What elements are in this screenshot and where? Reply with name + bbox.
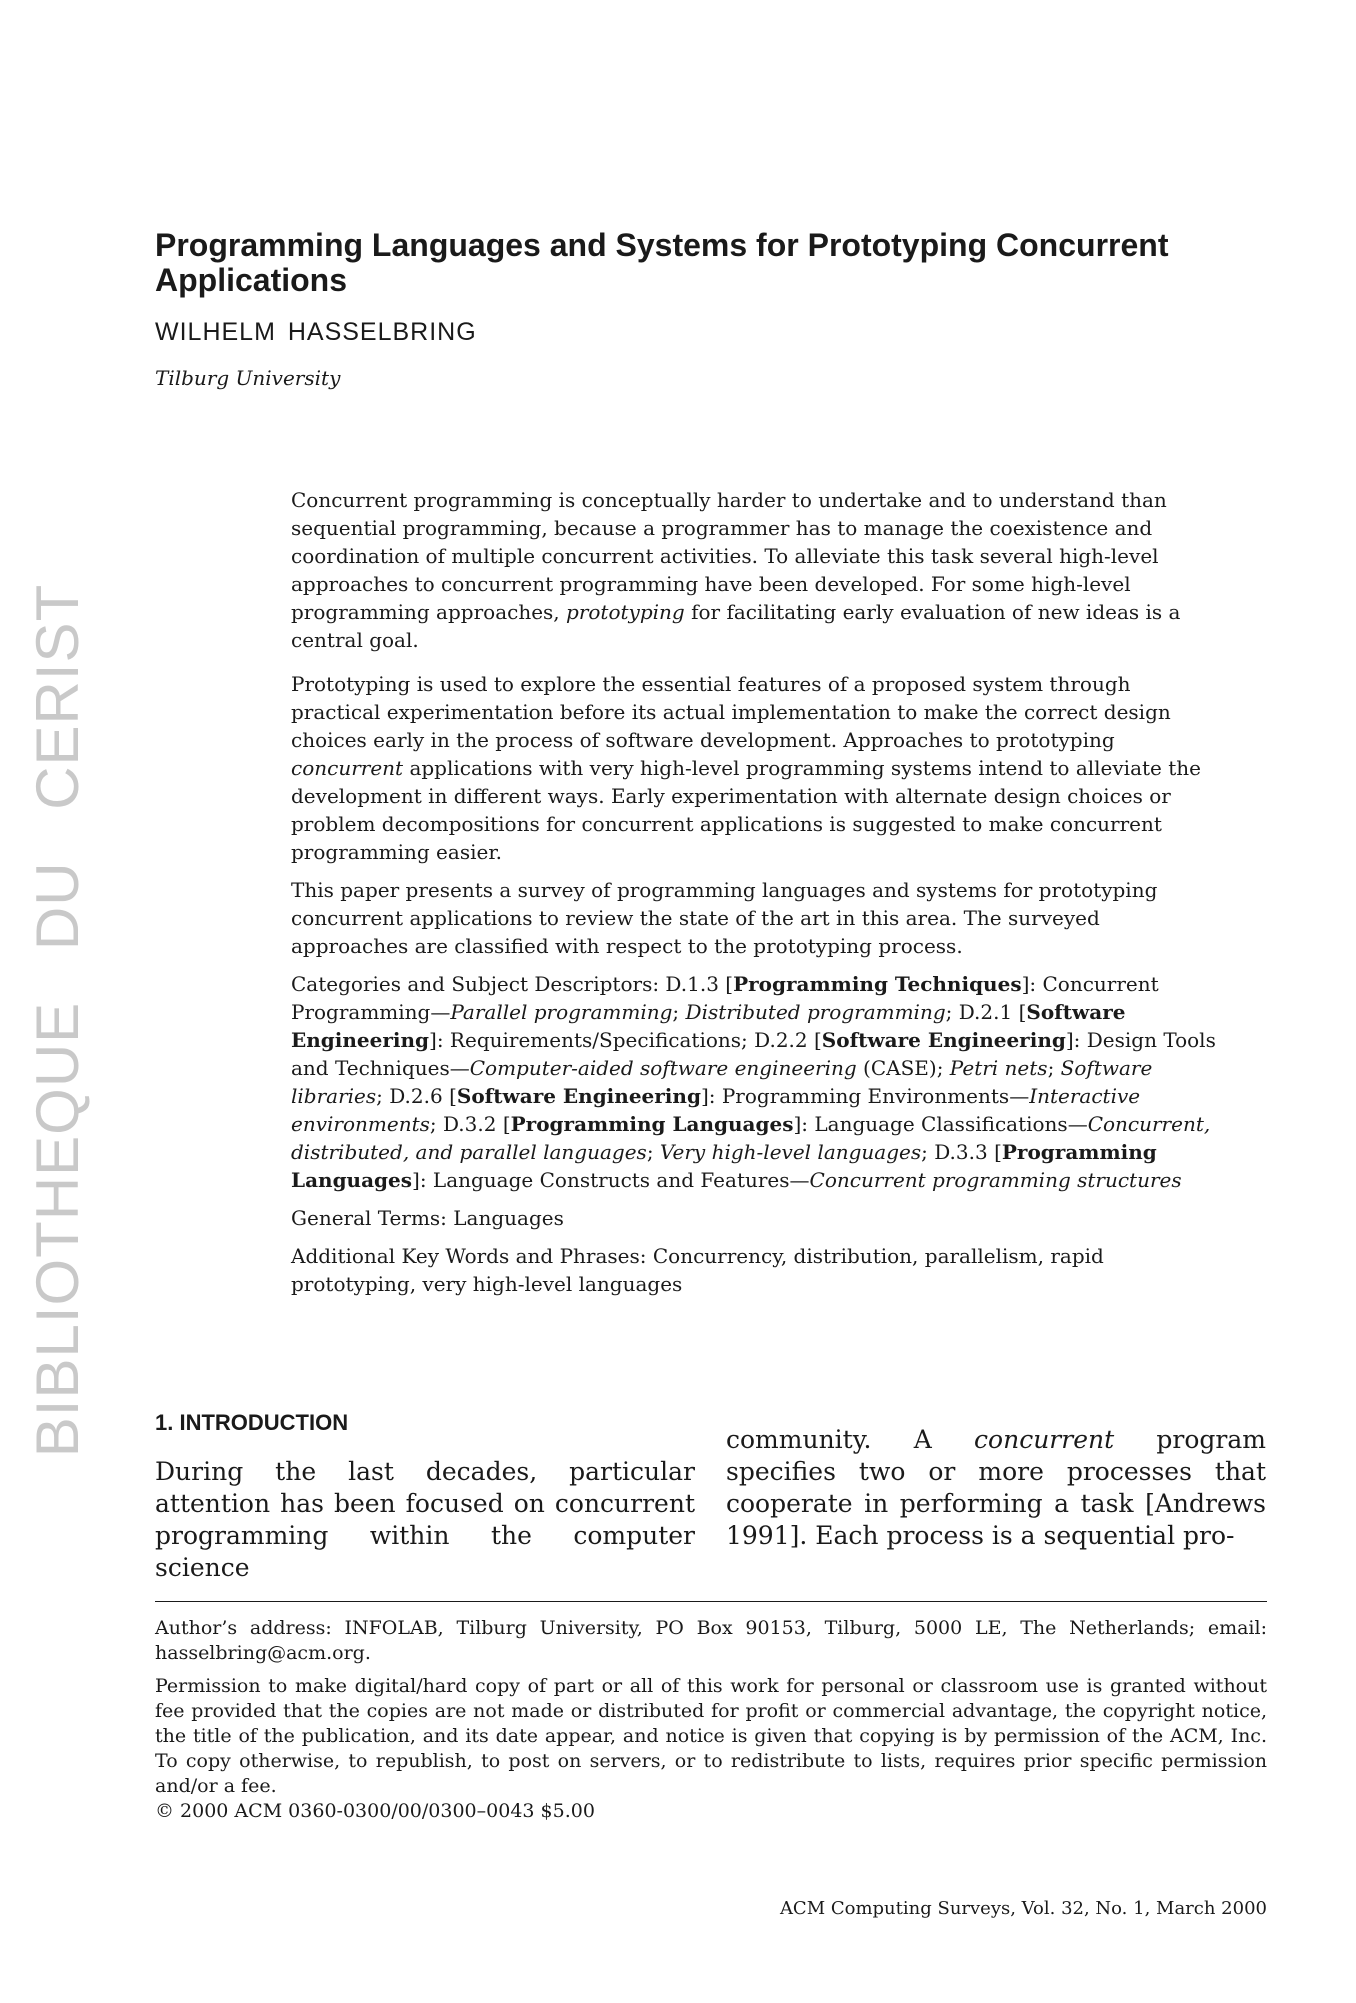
abstract xyxy=(291,486,1221,1308)
author-address: Author’s address: INFOLAB, Tilburg University, PO Box 90153, Tilburg, 5000 LE, The Netherlands; email: hasselbring@acm.org. xyxy=(155,1617,1267,1664)
body-column-left: During the last decades, particular attention has been focused on concurrent programming within the computer science xyxy=(155,1457,695,1582)
footnote-divider xyxy=(155,1601,1267,1602)
body-column-right: community. A concurrent program specifies two or more processes that cooperate in performing a task [Andrews 1991]. Each process is a sequential pro- xyxy=(726,1425,1266,1550)
watermark xyxy=(24,583,92,1457)
subject-descriptors: Categories and Subject Descriptors: D.1.3 [Programming Techniques]: Concurrent Programming—Parallel programming; Distributed programming; D.2.1 [Software Engineering]: Requirements/Specifications; D.2.2 [Software Engineering]: Design Tools and Techniques—Computer-aided software engineering (CASE); Petri nets; Software libraries; D.2.6 [Software Engineering]: Programming Environments—Interactive environments; D.3.2 [Programming Languages]: Language Classifications—Concurrent, distributed, and parallel languages; Very high-level languages; D.3.3 [Programming Languages]: Language Constructs and Features—Concurrent programming structures xyxy=(291,972,1216,1192)
journal-footer: ACM Computing Surveys, Vol. 32, No. 1, March 2000 xyxy=(779,1898,1267,1919)
permission-notice: Permission to make digital/hard copy of part or all of this work for personal or classroom use is granted without fee provided that the copies are not made or distributed for profit or commercial advantage, the copyright notice, the title of the publication, and its date appear, and notice is given that copying is by permission of the ACM, Inc. To copy otherwise, to republish, to post on servers, or to redistribute to lists, requires prior specific permission and/or a fee. xyxy=(155,1675,1267,1797)
abstract-paragraph-2: Prototyping is used to explore the essential features of a proposed system through practical experimentation before its actual implementation to make the correct design choices early in the process of software development. Approaches to prototyping concurrent applications with very high-level programming systems intend to alleviate the development in different ways. Early experimentation with alternate design choices or problem decompositions for concurrent applications is suggested to make concurrent programming easier. xyxy=(291,672,1201,864)
paper-title: Programming Languages and Systems for Prototyping Concurrent Applications xyxy=(155,227,1169,298)
keywords: Additional Key Words and Phrases: Concurrency, distribution, parallelism, rapid prototyping, very high-level languages xyxy=(291,1244,1104,1296)
watermark-text: BIBLIOTHEQUE DU CERIST xyxy=(24,583,92,1457)
copyright-line: © 2000 ACM 0360-0300/00/0300–0043 $5.00 xyxy=(155,1800,595,1822)
author-affiliation: Tilburg University xyxy=(155,366,341,390)
abstract-paragraph-1: Concurrent programming is conceptually harder to undertake and to understand than sequential programming, because a programmer has to manage the coexistence and coordination of multiple concurrent activities. To alleviate this task several high-level approaches to concurrent programming have been developed. For some high-level programming approaches, prototyping for facilitating early evaluation of new ideas is a central goal. xyxy=(291,488,1181,652)
general-terms: General Terms: Languages xyxy=(291,1206,564,1230)
author-name: WILHELM HASSELBRING xyxy=(155,318,477,346)
footnotes xyxy=(155,1616,1267,1824)
section-heading: 1. INTRODUCTION xyxy=(155,1410,349,1435)
abstract-paragraph-3: This paper presents a survey of programming languages and systems for prototyping concurrent applications to review the state of the art in this area. The surveyed approaches are classified with respect to the prototyping process. xyxy=(291,878,1158,958)
